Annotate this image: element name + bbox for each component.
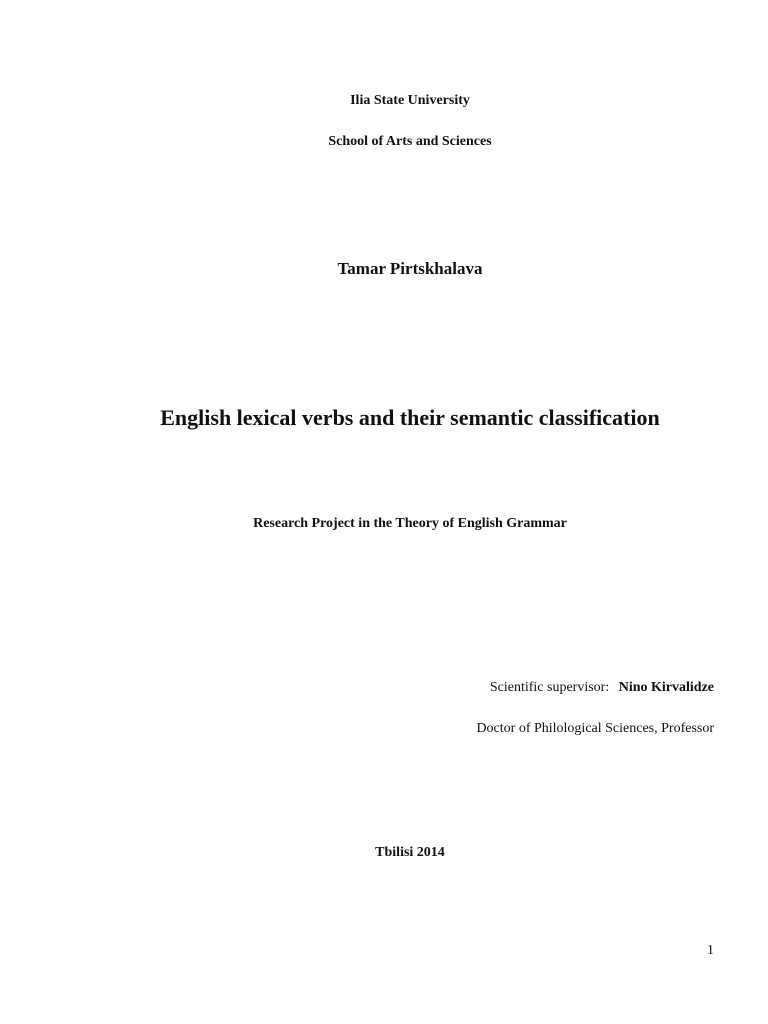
page-number: 1 bbox=[707, 943, 714, 958]
supervisor-label: Scientific supervisor: bbox=[489, 680, 610, 695]
school-name: School of Arts and Sciences bbox=[328, 134, 492, 149]
place-year: Tbilisi 2014 bbox=[375, 845, 445, 860]
supervisor-line bbox=[490, 680, 714, 696]
document-title: English lexical verbs and their semantic classification bbox=[160, 405, 660, 430]
author-name: Tamar Pirtskhalava bbox=[337, 259, 483, 278]
university-name: Ilia State University bbox=[350, 93, 470, 108]
supervisor-name: Nino Kirvalidze bbox=[618, 680, 714, 695]
document-subtitle: Research Project in the Theory of English Grammar bbox=[253, 516, 567, 531]
supervisor-credentials: Doctor of Philological Sciences, Professor bbox=[476, 721, 714, 736]
